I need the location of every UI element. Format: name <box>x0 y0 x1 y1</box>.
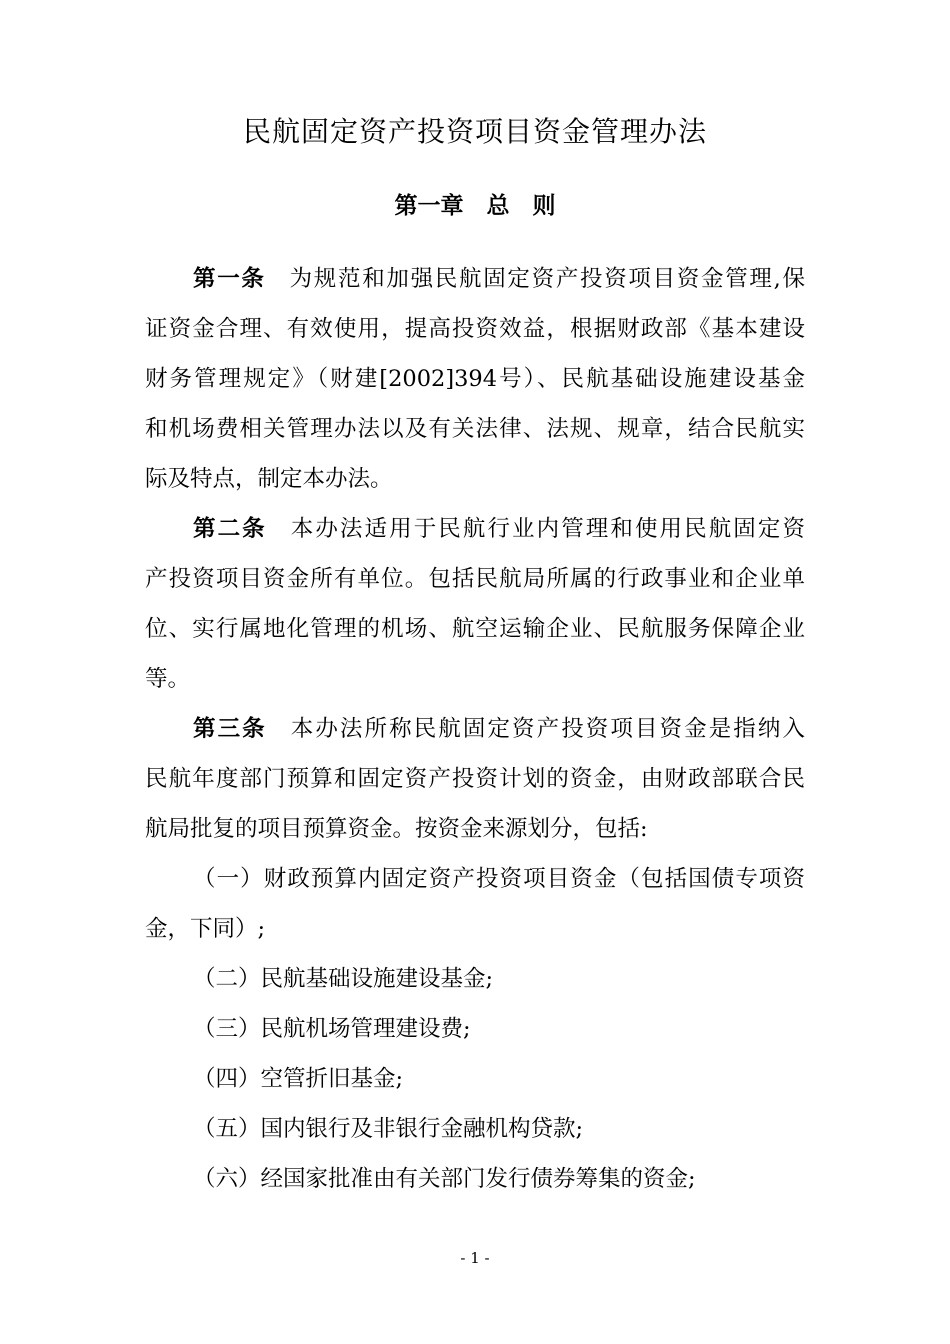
article-1-line-2: 证资金合理、有效使用，提高投资效益，根据财政部《基本建设 <box>145 316 805 342</box>
article-1-line-4: 和机场费相关管理办法以及有关法律、法规、规章，结合民航实 <box>145 416 805 442</box>
list-item-4: （四）空管折旧基金; <box>193 1066 404 1092</box>
list-item-3: （三）民航机场管理建设费; <box>193 1016 471 1042</box>
article-1-line-5: 际及特点，制定本办法。 <box>145 466 393 492</box>
page-number: - 1 - <box>460 1249 490 1267</box>
article-2-line-4: 等。 <box>145 666 191 692</box>
article-1-line-3: 财务管理规定》（财建[2002]394号）、民航基础设施建设基金 <box>145 366 805 392</box>
article-3-line-1 <box>193 712 805 746</box>
list-item-1-line-2: 金，下同）; <box>145 916 266 942</box>
list-item-1-line-1: （一）财政预算内固定资产投资项目资金（包括国债专项资 <box>193 866 805 892</box>
document-title: 民航固定资产投资项目资金管理办法 <box>242 115 707 148</box>
chapter-heading: 第一章 总 则 <box>394 193 556 219</box>
article-3-line-2: 民航年度部门预算和固定资产投资计划的资金，由财政部联合民 <box>145 766 805 792</box>
list-item-6: （六）经国家批准由有关部门发行债券筹集的资金; <box>193 1166 696 1192</box>
list-item-5: （五）国内银行及非银行金融机构贷款; <box>193 1116 584 1142</box>
article-3-label: 第三条 <box>193 716 267 742</box>
article-2-label: 第二条 <box>193 516 267 542</box>
article-3-line-3: 航局批复的项目预算资金。按资金来源划分，包括: <box>145 816 648 842</box>
article-2-line-3: 位、实行属地化管理的机场、航空运输企业、民航服务保障企业 <box>145 616 805 642</box>
article-1-label: 第一条 <box>193 266 266 292</box>
article-1-line-1 <box>193 262 805 296</box>
article-2-text-1: 本办法适用于民航行业内管理和使用民航固定资 <box>290 516 805 542</box>
article-1-text-1: 为规范和加强民航固定资产投资项目资金管理,保 <box>289 266 805 292</box>
article-2-line-2: 产投资项目资金所有单位。包括民航局所属的行政事业和企业单 <box>145 566 805 592</box>
list-item-2: （二）民航基础设施建设基金; <box>193 966 494 992</box>
article-3-text-1: 本办法所称民航固定资产投资项目资金是指纳入 <box>290 716 805 742</box>
article-2-line-1 <box>193 512 805 546</box>
